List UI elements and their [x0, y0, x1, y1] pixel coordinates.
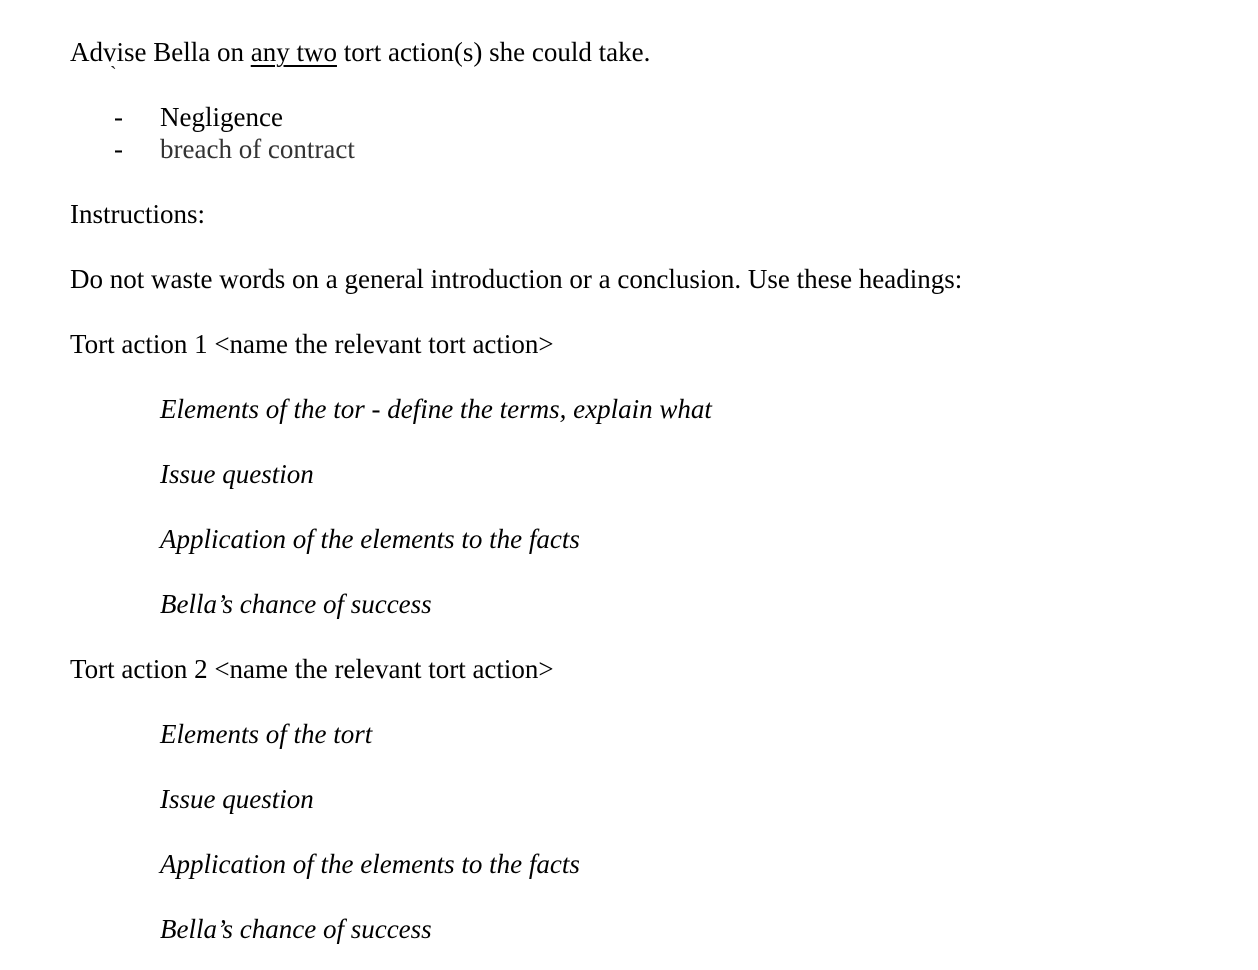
instructions-text: Do not waste words on a general introduction or a conclusion. Use these headings:	[70, 264, 963, 294]
heading-prefix: Advise Bella on	[70, 37, 251, 67]
instructions-label: Instructions:	[70, 199, 205, 229]
bullet-dash-2: -	[114, 134, 123, 164]
tort-action-2-title: Tort action 2 <name the relevant tort action>	[70, 654, 554, 684]
bullet-dash-1: -	[114, 102, 123, 132]
bullet-item-breach-of-contract: breach of contract	[160, 134, 355, 164]
tort-1-elements: Elements of the tor - define the terms, explain what	[160, 394, 712, 424]
heading-suffix: tort action(s) she could take.	[336, 37, 651, 67]
stray-backtick-mark: `	[110, 63, 117, 85]
tort-2-issue-question: Issue question	[160, 784, 314, 814]
heading-emphasis: any two	[250, 37, 337, 67]
tort-2-application: Application of the elements to the facts	[160, 849, 580, 879]
bullet-item-negligence: Negligence	[160, 102, 283, 132]
tort-1-chance-of-success: Bella’s chance of success	[160, 589, 432, 619]
tort-2-elements: Elements of the tort	[160, 719, 373, 749]
tort-1-application: Application of the elements to the facts	[160, 524, 580, 554]
tort-2-chance-of-success: Bella’s chance of success	[160, 914, 432, 944]
question-heading	[70, 36, 650, 68]
tort-action-1-title: Tort action 1 <name the relevant tort action>	[70, 329, 554, 359]
tort-1-issue-question: Issue question	[160, 459, 314, 489]
